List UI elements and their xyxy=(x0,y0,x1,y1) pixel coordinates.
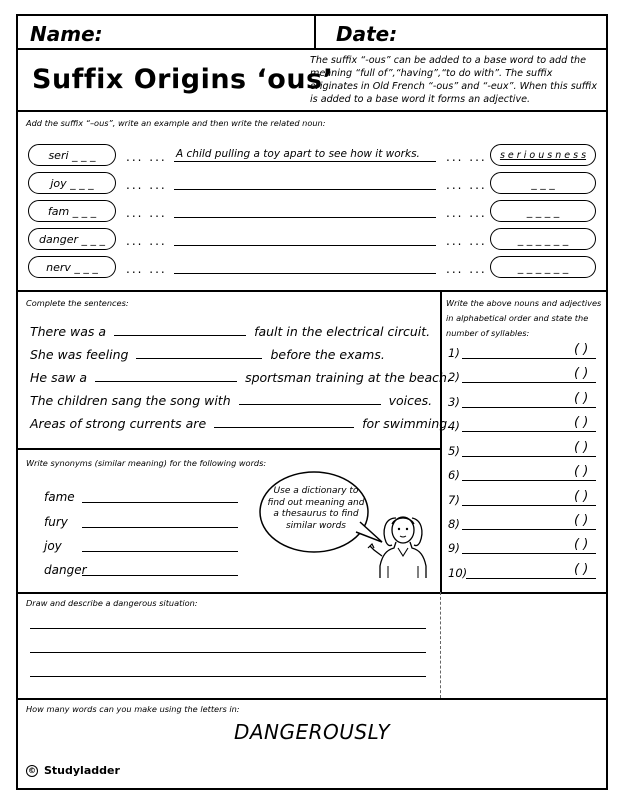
header-row xyxy=(18,16,606,50)
target-word: DANGEROUSLY xyxy=(233,720,391,744)
bubble-text: Use a dictionary to find out meaning and a thesaurus to find similar words xyxy=(267,486,365,531)
syllable-parens: ( ) xyxy=(574,513,589,528)
syllable-parens: ( ) xyxy=(574,415,589,430)
answer-blank[interactable] xyxy=(239,404,381,405)
header-divider xyxy=(314,16,316,50)
synonym-line[interactable] xyxy=(82,575,238,576)
synonym-line[interactable] xyxy=(82,527,238,528)
describe-line[interactable] xyxy=(30,676,426,677)
sentence-text: She was feeling xyxy=(30,347,129,362)
list-line[interactable] xyxy=(466,578,596,579)
worksheet xyxy=(16,14,608,790)
sentence-4 xyxy=(30,393,432,408)
sentence-1 xyxy=(30,324,430,339)
base-word-pill: seri _ _ _ xyxy=(28,144,116,166)
synonym-word: danger xyxy=(44,563,87,577)
section5-instruction: Draw and describe a dangerous situation: xyxy=(26,598,198,608)
base-word-pill: danger _ _ _ xyxy=(28,228,116,250)
syllable-parens: ( ) xyxy=(574,366,589,381)
sentence-text: fault in the electrical circuit. xyxy=(254,324,431,339)
syllable-parens: ( ) xyxy=(574,562,589,577)
dots: ... ... xyxy=(126,206,167,220)
base-word-pill: joy _ _ _ xyxy=(28,172,116,194)
dots: ... ... xyxy=(126,150,167,164)
dots: ... ... xyxy=(446,206,487,220)
sentence-text: There was a xyxy=(30,324,107,339)
section4-instruction: Write synonyms (similar meaning) for the following words: xyxy=(26,458,267,468)
list-line[interactable] xyxy=(462,505,596,506)
dots: ... ... xyxy=(446,150,487,164)
dots: ... ... xyxy=(446,262,487,276)
dots: ... ... xyxy=(446,234,487,248)
answer-blank[interactable] xyxy=(114,335,246,336)
title-box xyxy=(18,50,606,112)
list-line[interactable] xyxy=(462,553,596,554)
section-divider xyxy=(18,290,606,292)
sentence-text: Areas of strong currents are xyxy=(30,416,207,431)
list-number: 6) xyxy=(448,468,460,482)
date-label: Date: xyxy=(336,22,398,46)
example-line[interactable] xyxy=(174,189,436,190)
answer-blank[interactable] xyxy=(214,427,354,428)
section-divider xyxy=(18,448,440,450)
sentence-text: voices. xyxy=(388,393,433,408)
footer-brand xyxy=(26,764,120,777)
base-word-pill: nerv _ _ _ xyxy=(28,256,116,278)
syllable-parens: ( ) xyxy=(574,537,589,552)
sentence-2 xyxy=(30,347,385,362)
sentence-text: for swimming. xyxy=(362,416,452,431)
list-number: 4) xyxy=(448,419,460,433)
noun-pill: _ _ _ _ _ _ xyxy=(490,256,596,278)
dots: ... ... xyxy=(126,262,167,276)
describe-line[interactable] xyxy=(30,652,426,653)
syllable-parens: ( ) xyxy=(574,440,589,455)
dots: ... ... xyxy=(126,234,167,248)
sentence-text: He saw a xyxy=(30,370,88,385)
section-divider xyxy=(18,592,606,594)
section6-instruction: How many words can you make using the letters in: xyxy=(26,704,240,714)
section2-instruction: Complete the sentences: xyxy=(26,298,129,308)
dots: ... ... xyxy=(126,178,167,192)
brand-name: Studyladder xyxy=(44,764,120,777)
example-line[interactable] xyxy=(174,245,436,246)
list-line[interactable] xyxy=(462,382,596,383)
list-line[interactable] xyxy=(462,431,596,432)
noun-pill: _ _ _ _ _ _ xyxy=(490,228,596,250)
sentence-text: The children sang the song with xyxy=(30,393,231,408)
syllable-parens: ( ) xyxy=(574,464,589,479)
example-line[interactable] xyxy=(174,273,436,274)
syllable-parens: ( ) xyxy=(574,342,589,357)
list-number: 3) xyxy=(448,395,460,409)
answer-blank[interactable] xyxy=(136,358,262,359)
example-line[interactable] xyxy=(174,161,436,162)
example-sentence: A child pulling a toy apart to see how it works. xyxy=(176,148,420,160)
girl-illustration xyxy=(366,512,438,580)
list-number: 7) xyxy=(448,493,460,507)
sentence-3 xyxy=(30,370,451,385)
page-title: Suffix Origins ‘ous’ xyxy=(32,64,334,95)
describe-line[interactable] xyxy=(30,628,426,629)
synonym-line[interactable] xyxy=(82,502,238,503)
sentence-5 xyxy=(30,416,451,431)
syllable-parens: ( ) xyxy=(574,391,589,406)
sentence-text: before the exams. xyxy=(270,347,385,362)
list-line[interactable] xyxy=(462,358,596,359)
section3-instruction: Write the above nouns and adjectives in alphabetical order and state the number of syllables: xyxy=(446,298,602,338)
intro-text: The suffix “-ous” can be added to a base word to add the meaning “full of”,“having”,“to do with”. The suffix originates in Old French “-ous” and “-eux”. When this suffix is added to a base word it forms an adjective. xyxy=(310,55,598,105)
noun-pill: _ _ _ _ xyxy=(490,200,596,222)
list-number: 2) xyxy=(448,370,460,384)
synonym-word: fury xyxy=(44,515,68,529)
section1-instruction: Add the suffix “–ous”, write an example and then write the related noun: xyxy=(26,118,326,128)
list-number: 10) xyxy=(448,566,468,580)
list-number: 9) xyxy=(448,541,460,555)
dots: ... ... xyxy=(446,178,487,192)
list-number: 5) xyxy=(448,444,460,458)
list-line[interactable] xyxy=(462,456,596,457)
base-word-pill: fam _ _ _ xyxy=(28,200,116,222)
list-number: 1) xyxy=(448,346,460,360)
copyright-icon: © xyxy=(28,766,36,775)
synonym-line[interactable] xyxy=(82,551,238,552)
list-line[interactable] xyxy=(462,529,596,530)
example-line[interactable] xyxy=(174,217,436,218)
section-divider xyxy=(18,698,606,700)
noun-pill: _ _ _ xyxy=(490,172,596,194)
answer-blank[interactable] xyxy=(95,381,237,382)
list-line[interactable] xyxy=(462,480,596,481)
syllable-parens: ( ) xyxy=(574,489,589,504)
synonym-word: fame xyxy=(44,490,75,504)
column-divider xyxy=(440,290,442,592)
synonym-word: joy xyxy=(44,539,62,553)
noun-pill: s e r i o u s n e s s xyxy=(490,144,596,166)
sentence-text: sportsman training at the beach. xyxy=(245,370,451,385)
name-label: Name: xyxy=(30,22,103,46)
draw-area-divider xyxy=(440,592,441,698)
list-number: 8) xyxy=(448,517,460,531)
list-line[interactable] xyxy=(462,407,596,408)
